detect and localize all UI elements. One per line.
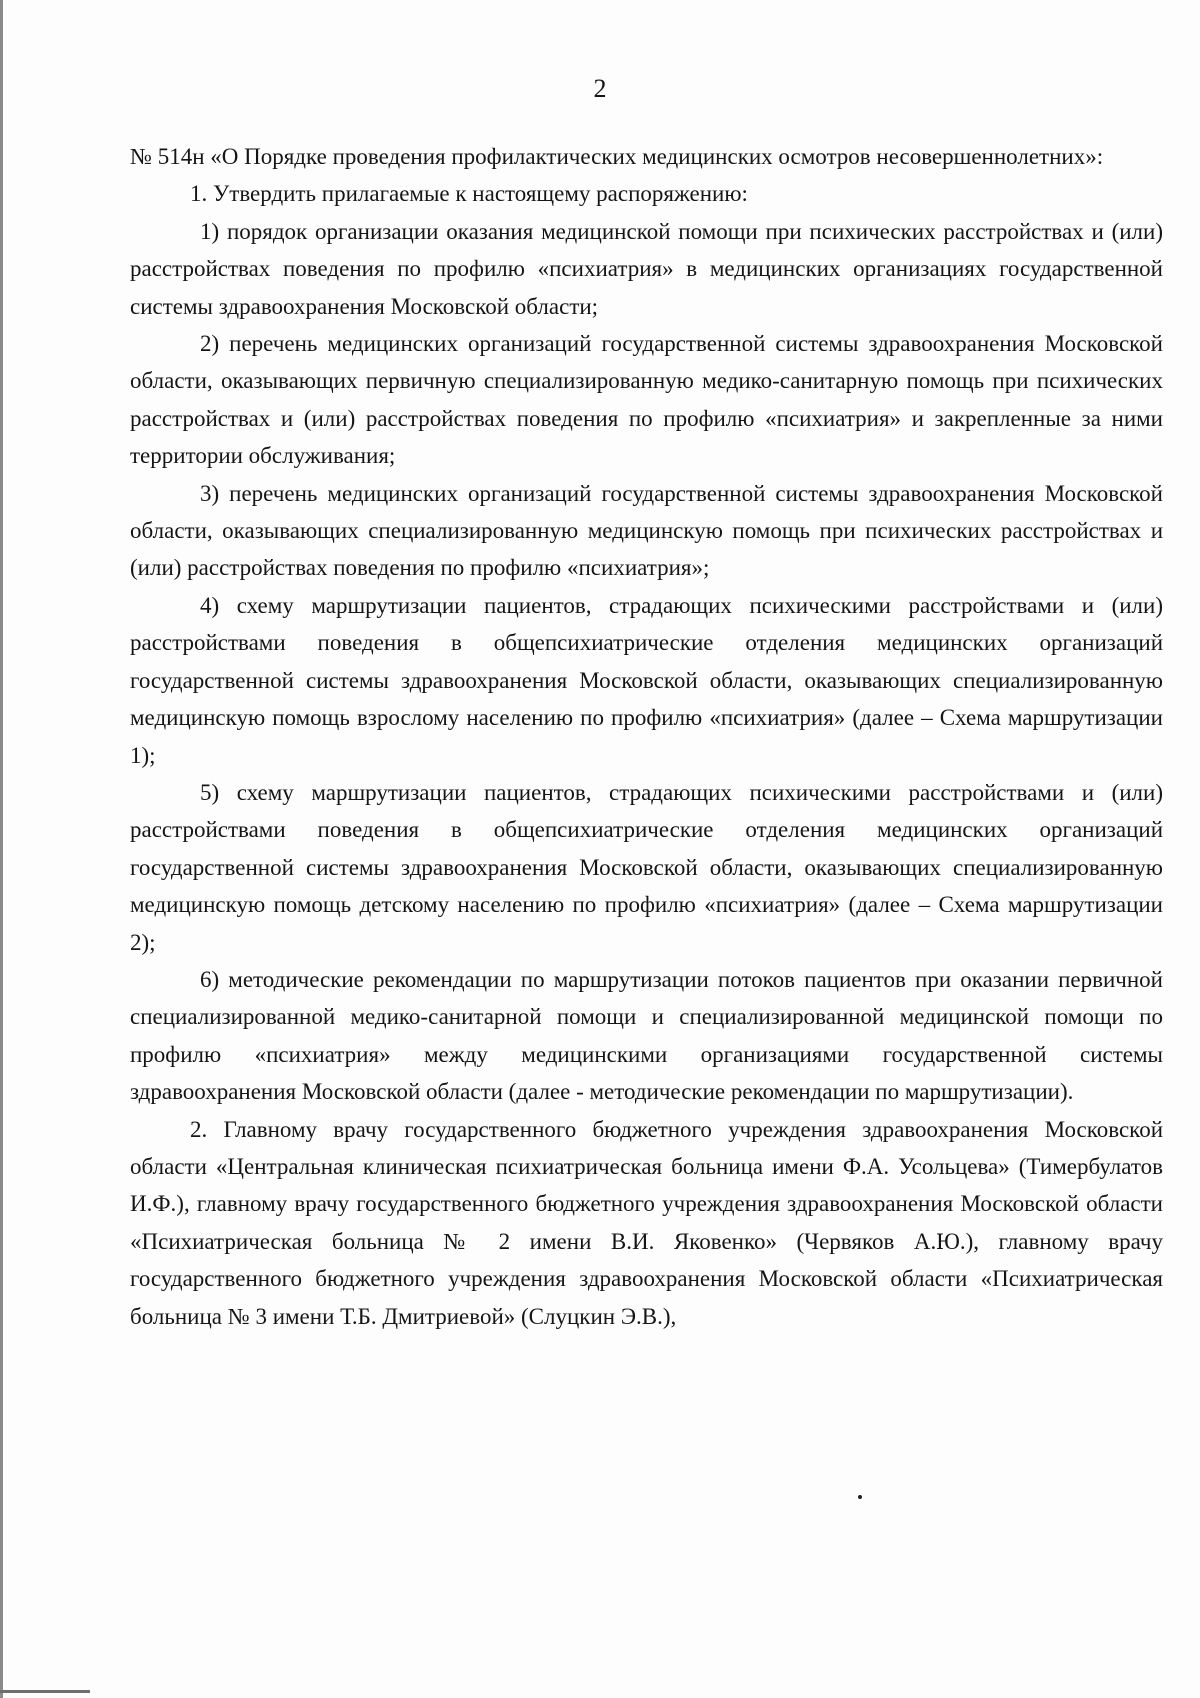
document-body (130, 138, 1163, 1335)
paragraph-subitem-4: 4) схему маршрутизации пациентов, страдающих психическими расстройствами и (или) расстройствами поведения в общепсихиатрические отделения медицинских организаций государственной системы здравоохранения Московской области, оказывающих специализированную медицинскую помощь взрослому населению по профилю «психиатрия» (далее – Схема маршрутизации 1); (130, 592, 1163, 768)
page-number: 2 (593, 74, 607, 103)
paragraph-subitem-2: 2) перечень медицинских организаций государственной системы здравоохранения Московской области, оказывающих первичную специализированную медико-санитарную помощь при психических расстройствах и (или) расстройствах поведения по профилю «психиатрия» и закрепленные за ними территории обслуживания; (130, 331, 1163, 469)
paragraph-subitem-1: 1) порядок организации оказания медицинской помощи при психических расстройствах и (или) расстройствах поведения по профилю «психиатрия» в медицинских организациях государственной системы здравоохранения Московской области; (130, 218, 1163, 319)
paragraph-subitem-5: 5) схему маршрутизации пациентов, страдающих психическими расстройствами и (или) расстройствами поведения в общепсихиатрические отделения медицинских организаций государственной системы здравоохранения Московской области, оказывающих специализированную медицинскую помощь детскому населению по профилю «психиатрия» (далее – Схема маршрутизации 2); (130, 779, 1163, 955)
scan-left-edge (0, 0, 3, 1698)
paragraph-subitem-6: 6) методические рекомендации по маршрутизации потоков пациентов при оказании первичной специализированной медико-санитарной помощи и специализированной медицинской помощи по профилю «психиатрия» между медицинскими организациями государственной системы здравоохранения Московской области (далее - методические рекомендации по маршрутизации). (130, 966, 1163, 1105)
paragraph-preamble: № 514н «О Порядке проведения профилактических медицинских осмотров несовершеннолетних»: (130, 144, 1104, 169)
paragraph-item-1: 1. Утвердить прилагаемые к настоящему распоряжению: (190, 181, 748, 207)
paragraph-subitem-3: 3) перечень медицинских организаций государственной системы здравоохранения Московской области, оказывающих специализированную медицинскую помощь при психических расстройствах и (или) расстройствах поведения по профилю «психиатрия»; (130, 480, 1163, 581)
paragraph-item-2: 2. Главному врачу государственного бюджетного учреждения здравоохранения Московской области «Центральная клиническая психиатрическая больница имени Ф.А. Усольцева» (Тимербулатов И.Ф.), главному врачу государственного бюджетного учреждения здравоохранения Московской области «Психиатрическая больница № 2 имени В.И. Яковенко» (Червяков А.Ю.), главному врачу государственного бюджетного учреждения здравоохранения Московской области «Психиатрическая больница № 3 имени Т.Б. Дмитриевой» (Слуцкин Э.В.), (130, 1116, 1163, 1329)
scan-speck (858, 1495, 862, 1499)
scan-bottom-edge (0, 1690, 90, 1693)
